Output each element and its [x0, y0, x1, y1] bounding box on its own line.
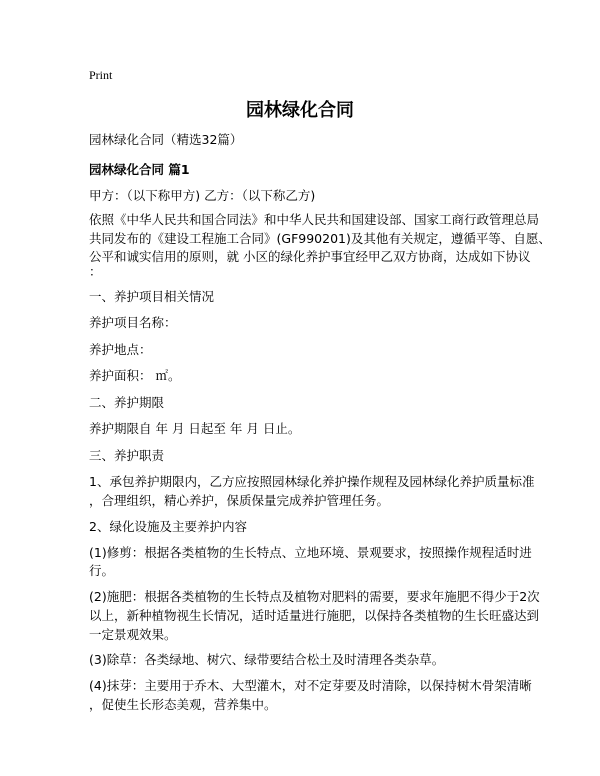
project-location-line: 养护地点： — [89, 342, 152, 357]
section-3-heading: 三、养护职责 — [89, 448, 165, 463]
intro-line-4: ： — [89, 264, 102, 279]
fertilizing-line-1: (2)施肥：根据各类植物的生长特点及植物对肥料的需要，要求年施肥不得少于2次 — [89, 589, 540, 604]
project-name-line: 养护项目名称： — [89, 315, 177, 330]
fertilizing-line-2: 以上，新种植物视生长情况，适时适量进行施肥，以保持各类植物的生长旺盛达到 — [89, 608, 540, 623]
period-line: 养护期限自 年 月 日起至 年 月 日止。 — [89, 421, 301, 436]
item-1-line-1: 1、承包养护期限内，乙方应按照园林绿化养护操作规程及园林绿化养护质量标准 — [89, 474, 535, 489]
section-heading: 园林绿化合同 篇1 — [89, 162, 190, 177]
intro-line-2: 共同发布的《建设工程施工合同》(GF990201)及其他有关规定，遵循平等、自愿、 — [89, 231, 551, 246]
fertilizing-line-3: 一定景观效果。 — [89, 627, 177, 642]
section-2-heading: 二、养护期限 — [89, 395, 165, 410]
parties-line: 甲方：（以下称甲方) 乙方：（以下称乙方) — [89, 188, 316, 203]
project-area-line: 养护面积： ㎡。 — [89, 368, 181, 383]
item-1-line-2: ，合理组织，精心养护，保质保量完成养护管理任务。 — [89, 493, 390, 508]
weeding-line: (3)除草：各类绿地、树穴、绿带要结合松土及时清理各类杂草。 — [89, 652, 445, 667]
document-title: 园林绿化合同 — [246, 100, 354, 121]
pruning-line-2: 行。 — [89, 563, 115, 578]
intro-line-3: 公平和诚实信用的原则，就 小区的绿化养护事宜经甲乙双方协商，达成如下协议 — [89, 249, 531, 264]
section-1-heading: 一、养护项目相关情况 — [89, 289, 215, 304]
item-2-line: 2、绿化设施及主要养护内容 — [89, 519, 247, 534]
print-label[interactable]: Print — [89, 68, 113, 82]
intro-line-1: 依照《中华人民共和国合同法》和中华人民共和国建设部、国家工商行政管理总局 — [89, 212, 540, 227]
bud-removal-line-1: (4)抹芽：主要用于乔木、大型灌木，对不定芽要及时清除，以保持树木骨架清晰 — [89, 678, 532, 693]
bud-removal-line-2: ，促使生长形态美观，营养集中。 — [89, 697, 277, 712]
pruning-line-1: (1)修剪：根据各类植物的生长特点、立地环境、景观要求，按照操作规程适时进 — [89, 545, 532, 560]
document-subtitle: 园林绿化合同（精选32篇） — [89, 132, 243, 147]
